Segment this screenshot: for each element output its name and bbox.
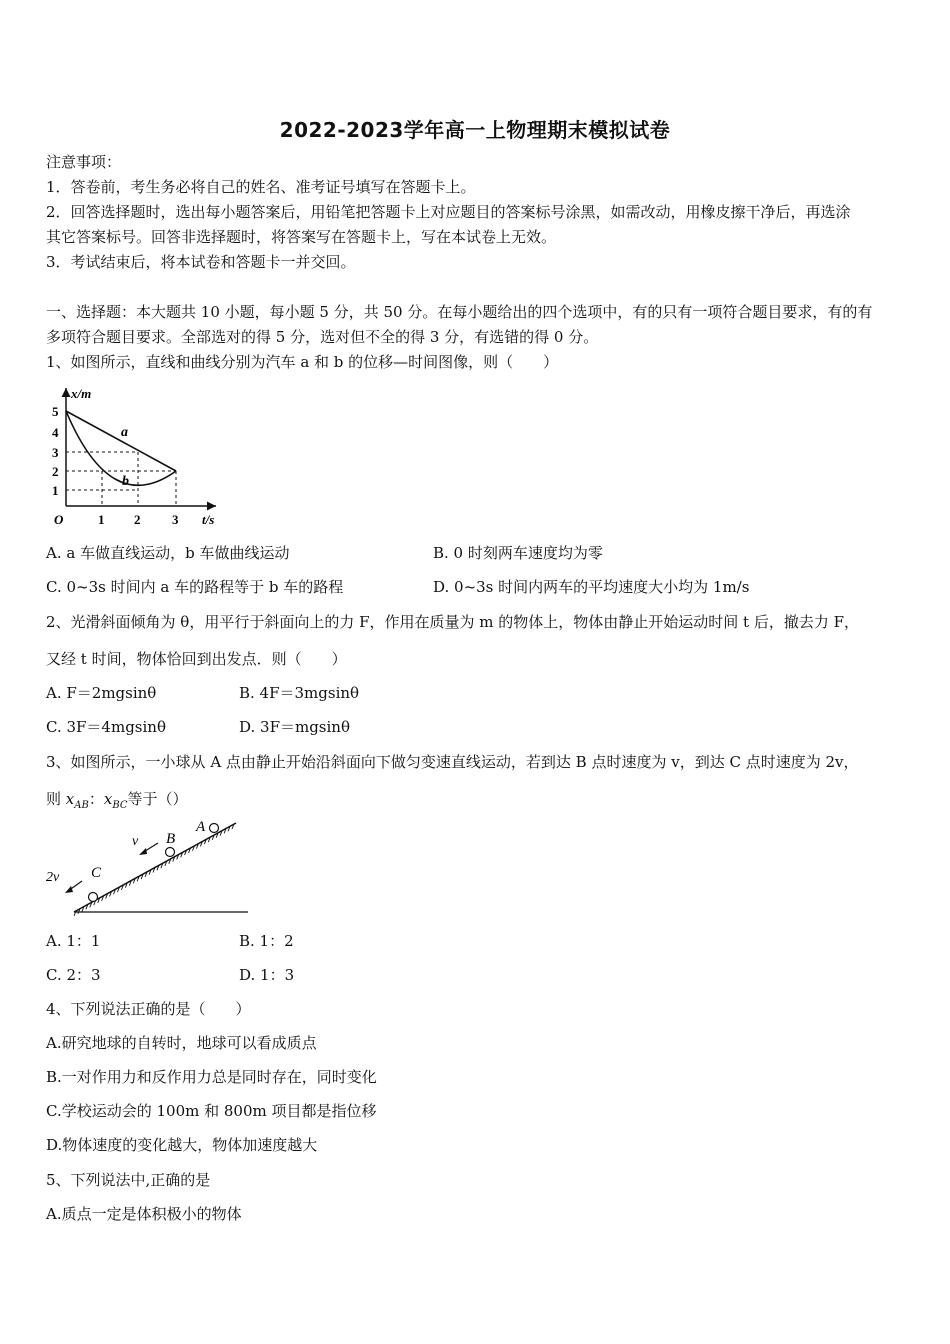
q1-option-b: B. 0 时刻两车速度均为零 [433,544,603,562]
q4-option-b: B.一对作用力和反作用力总是同时存在，同时变化 [46,1068,377,1086]
q1-label-b: b [122,474,129,489]
q1-line-a [66,411,176,471]
q4-option-a: A.研究地球的自转时，地球可以看成质点 [46,1034,317,1052]
q3-label-b: B [166,831,176,847]
q2-option-a: A. F＝2mgsinθ [46,684,157,702]
q4-option-c: C.学校运动会的 100m 和 800m 项目都是指位移 [46,1102,377,1120]
q1-xtick: 2 [134,512,141,527]
q3-option-c: C. 2：3 [46,966,101,984]
q1-xtick: 1 [98,512,105,527]
q1-option-c: C. 0~3s 时间内 a 车的路程等于 b 车的路程 [46,578,344,596]
q3-incline-figure [46,815,256,920]
q3-stem-suffix: 等于（） [127,790,188,808]
q3-x-bc: x [103,790,113,808]
q2-stem-line1: 2、光滑斜面倾角为 θ，用平行于斜面向上的力 F，作用在质量为 m 的物体上，物体由静止开始运动时间 t 后，撤去力 F， [46,613,860,631]
q3-sub-bc: BC [112,800,128,811]
q1-xt-graph [46,378,236,533]
q3-option-d: D. 1：3 [239,966,295,984]
q1-xlabel: t/s [202,512,215,527]
q1-label-a: a [121,425,128,440]
q1-stem: 1、如图所示，直线和曲线分别为汽车 a 和 b 的位移—时间图像，则（ ） [46,353,559,371]
q3-stem-prefix: 则 [46,790,66,808]
section-instructions-line2: 多项符合题目要求。全部选对的得 5 分，选对但不全的得 3 分，有选错的得 0 分。 [46,328,599,346]
q5-stem: 5、下列说法中,正确的是 [46,1171,211,1189]
q3-sub-ab: AB [74,800,89,811]
notice-item: 1．答卷前，考生务必将自己的姓名、准考证号填写在答题卡上。 [46,178,476,196]
q1-option-a: A. a 车做直线运动，b 车做曲线运动 [46,544,290,562]
notice-item: 其它答案标号。回答非选择题时，将答案写在答题卡上，写在本试卷上无效。 [46,228,557,246]
q3-option-b: B. 1：2 [239,932,294,950]
q2-option-c: C. 3F＝4mgsinθ [46,718,166,736]
q3-label-c: C [91,865,102,881]
q3-arrowhead-2v [65,886,73,893]
q1-ytick: 1 [52,483,59,498]
notice-item: 3．考试结束后，将本试卷和答题卡一并交回。 [46,253,356,271]
q3-colon: ： [88,790,104,808]
q4-stem: 4、下列说法正确的是（ ） [46,1000,251,1018]
q1-ytick: 5 [52,404,59,419]
q1-ylabel: x/m [71,386,92,401]
q3-option-a: A. 1：1 [46,932,101,950]
q3-stem-line2 [46,789,188,816]
q3-ball-c [89,893,98,902]
q1-ytick: 2 [52,464,59,479]
section-instructions-line1: 一、选择题：本大题共 10 小题，每小题 5 分，共 50 分。在每小题给出的四个选项中，有的只有一项符合题目要求，有的有 [46,303,873,321]
q1-origin: O [54,512,64,527]
q1-ytick: 4 [52,425,59,440]
q3-arrowhead-v [139,848,147,855]
q1-xtick: 3 [172,512,179,527]
q3-label-2v: 2v [46,870,60,885]
q2-option-b: B. 4F＝3mgsinθ [239,684,360,702]
notice-heading: 注意事项： [46,153,122,171]
q2-stem-line2: 又经 t 时间，物体恰回到出发点．则（ ） [46,650,347,668]
q3-x-ab: x [65,790,75,808]
page-title: 2022-2023学年高一上物理期末模拟试卷 [279,118,671,142]
q1-curve-b [66,411,176,485]
q3-ball-a [210,824,219,833]
q3-label-v: v [132,834,139,849]
q3-stem-line1: 3、如图所示，一小球从 A 点由静止开始沿斜面向下做匀变速直线运动，若到达 B 点时速度为 v，到达 C 点时速度为 2v， [46,753,859,771]
q3-label-a: A [196,819,206,835]
q3-ball-b [166,848,175,857]
notice-item: 2．回答选择题时，选出每小题答案后，用铅笔把答题卡上对应题目的答案标号涂黑，如需改动，用橡皮擦干净后，再选涂 [46,203,851,221]
q5-option-a: A.质点一定是体积极小的物体 [46,1205,242,1223]
q2-option-d: D. 3F＝mgsinθ [239,718,350,736]
q1-ytick: 3 [52,445,59,460]
q1-option-d: D. 0~3s 时间内两车的平均速度大小均为 1m/s [433,578,750,596]
q4-option-d: D.物体速度的变化越大，物体加速度越大 [46,1136,318,1154]
